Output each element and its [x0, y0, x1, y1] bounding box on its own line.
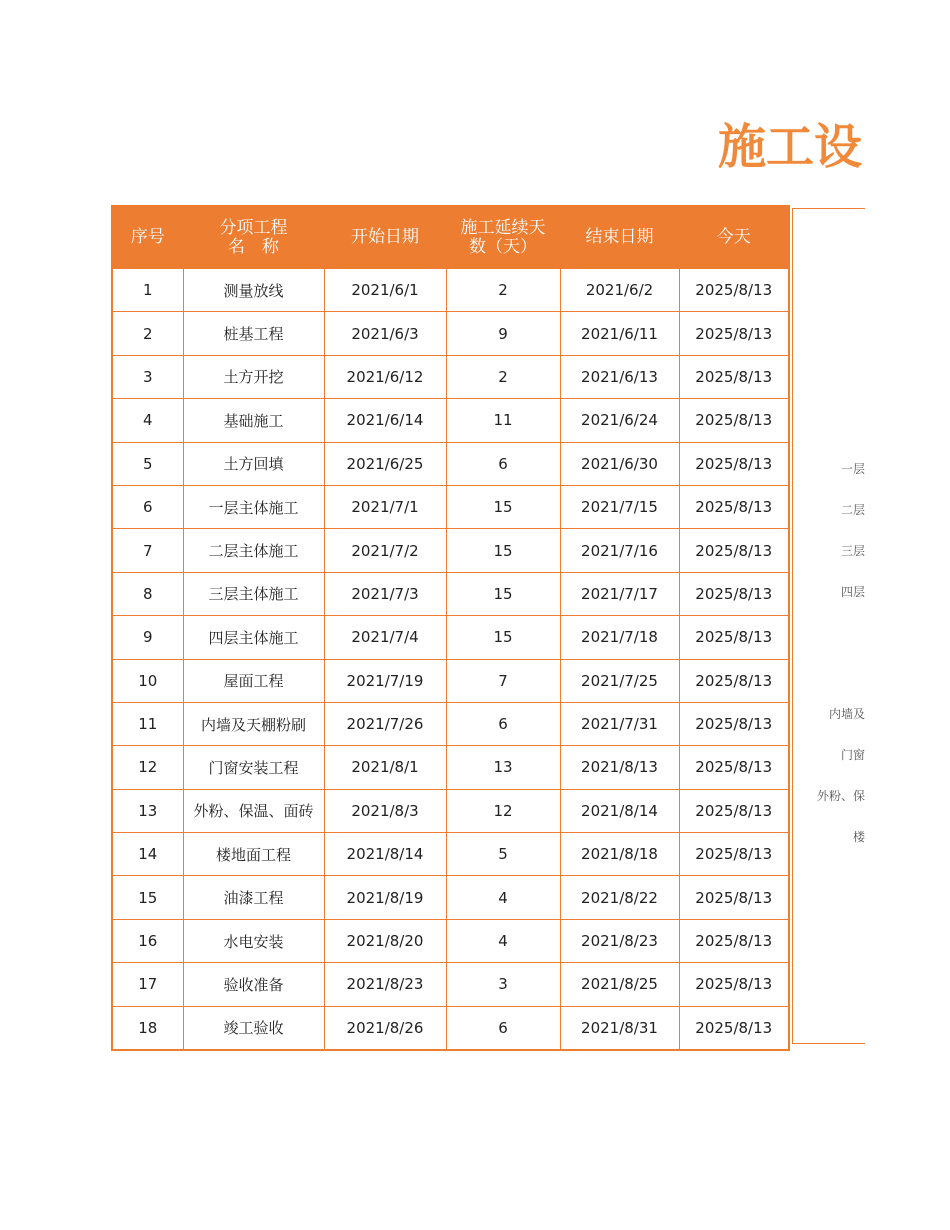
- cell-seq: 2: [112, 312, 183, 355]
- cell-name: 楼地面工程: [183, 833, 324, 876]
- cell-duration: 6: [446, 702, 560, 745]
- cell-start-date: 2021/8/14: [324, 833, 446, 876]
- cell-seq: 11: [112, 702, 183, 745]
- table-row: [112, 833, 789, 876]
- cell-start-date: 2021/8/1: [324, 746, 446, 789]
- chart-category-label: 内墙及: [828, 707, 865, 721]
- cell-seq: 3: [112, 355, 183, 398]
- cell-duration: 7: [446, 659, 560, 702]
- cell-name: 桩基工程: [183, 312, 324, 355]
- cell-end-date: 2021/8/22: [560, 876, 679, 919]
- cell-today: 2025/8/13: [679, 529, 789, 572]
- cell-end-date: 2021/7/18: [560, 616, 679, 659]
- cell-seq: 14: [112, 833, 183, 876]
- cell-name: 验收准备: [183, 963, 324, 1006]
- cell-seq: 8: [112, 572, 183, 615]
- cell-end-date: 2021/8/18: [560, 833, 679, 876]
- cell-name: 测量放线: [183, 269, 324, 312]
- cell-name: 内墙及天棚粉刷: [183, 702, 324, 745]
- cell-duration: 15: [446, 529, 560, 572]
- page-edge: [865, 0, 950, 1230]
- cell-duration: 15: [446, 485, 560, 528]
- cell-today: 2025/8/13: [679, 485, 789, 528]
- cell-end-date: 2021/7/16: [560, 529, 679, 572]
- cell-today: 2025/8/13: [679, 355, 789, 398]
- cell-end-date: 2021/7/17: [560, 572, 679, 615]
- cell-end-date: 2021/6/13: [560, 355, 679, 398]
- chart-category-label: 门窗: [840, 748, 865, 762]
- chart-category-label: 三层: [840, 544, 865, 558]
- table-header: [112, 206, 789, 269]
- cell-start-date: 2021/7/2: [324, 529, 446, 572]
- cell-today: 2025/8/13: [679, 312, 789, 355]
- cell-duration: 2: [446, 269, 560, 312]
- cell-end-date: 2021/8/23: [560, 919, 679, 962]
- cell-today: 2025/8/13: [679, 919, 789, 962]
- cell-start-date: 2021/8/19: [324, 876, 446, 919]
- header-name-line2: 名 称: [228, 236, 279, 257]
- table-row: [112, 485, 789, 528]
- cell-name: 水电安装: [183, 919, 324, 962]
- cell-start-date: 2021/7/26: [324, 702, 446, 745]
- cell-today: 2025/8/13: [679, 789, 789, 832]
- cell-today: 2025/8/13: [679, 442, 789, 485]
- table-row: [112, 876, 789, 919]
- cell-duration: 3: [446, 963, 560, 1006]
- header-row: [112, 206, 789, 269]
- table-body: [112, 269, 789, 1051]
- cell-seq: 18: [112, 1006, 183, 1050]
- cell-seq: 4: [112, 399, 183, 442]
- header-name: [183, 206, 324, 269]
- cell-duration: 11: [446, 399, 560, 442]
- cell-end-date: 2021/8/13: [560, 746, 679, 789]
- cell-today: 2025/8/13: [679, 702, 789, 745]
- cell-seq: 9: [112, 616, 183, 659]
- chart-category-label: 外粉、保: [816, 789, 865, 803]
- cell-end-date: 2021/8/14: [560, 789, 679, 832]
- cell-start-date: 2021/7/3: [324, 572, 446, 615]
- header-start: 开始日期: [324, 206, 446, 269]
- cell-end-date: 2021/7/15: [560, 485, 679, 528]
- cell-start-date: 2021/8/23: [324, 963, 446, 1006]
- cell-duration: 6: [446, 1006, 560, 1050]
- table-row: [112, 355, 789, 398]
- cell-start-date: 2021/7/1: [324, 485, 446, 528]
- cell-today: 2025/8/13: [679, 572, 789, 615]
- cell-duration: 6: [446, 442, 560, 485]
- cell-duration: 9: [446, 312, 560, 355]
- cell-today: 2025/8/13: [679, 876, 789, 919]
- cell-seq: 12: [112, 746, 183, 789]
- cell-end-date: 2021/6/2: [560, 269, 679, 312]
- cell-today: 2025/8/13: [679, 399, 789, 442]
- chart-category-label: 一层: [840, 462, 865, 476]
- header-today: 今天: [679, 206, 789, 269]
- cell-start-date: 2021/8/3: [324, 789, 446, 832]
- cell-duration: 12: [446, 789, 560, 832]
- header-name-line1: 分项工程: [219, 217, 288, 238]
- page-title: 施工设: [718, 119, 863, 175]
- cell-name: 屋面工程: [183, 659, 324, 702]
- cell-name: 四层主体施工: [183, 616, 324, 659]
- table-row: [112, 442, 789, 485]
- gantt-chart-area: [792, 208, 865, 1046]
- cell-start-date: 2021/7/19: [324, 659, 446, 702]
- cell-today: 2025/8/13: [679, 963, 789, 1006]
- table-row: [112, 312, 789, 355]
- table-row: [112, 963, 789, 1006]
- cell-today: 2025/8/13: [679, 616, 789, 659]
- cell-start-date: 2021/6/12: [324, 355, 446, 398]
- cell-name: 油漆工程: [183, 876, 324, 919]
- cell-seq: 7: [112, 529, 183, 572]
- header-days-line2: 数（天）: [469, 236, 537, 257]
- cell-name: 门窗安装工程: [183, 746, 324, 789]
- cell-duration: 2: [446, 355, 560, 398]
- table-row: [112, 746, 789, 789]
- cell-name: 土方开挖: [183, 355, 324, 398]
- header-days-line1: 施工延续天: [460, 217, 546, 238]
- table-row: [112, 529, 789, 572]
- cell-seq: 10: [112, 659, 183, 702]
- cell-name: 二层主体施工: [183, 529, 324, 572]
- cell-duration: 4: [446, 919, 560, 962]
- cell-end-date: 2021/6/30: [560, 442, 679, 485]
- cell-start-date: 2021/6/14: [324, 399, 446, 442]
- cell-seq: 6: [112, 485, 183, 528]
- header-days: [446, 206, 560, 269]
- table-row: [112, 659, 789, 702]
- cell-name: 竣工验收: [183, 1006, 324, 1050]
- cell-start-date: 2021/6/3: [324, 312, 446, 355]
- chart-category-label: 楼: [852, 830, 865, 844]
- cell-duration: 4: [446, 876, 560, 919]
- table-row: [112, 616, 789, 659]
- table-row: [112, 789, 789, 832]
- cell-start-date: 2021/8/20: [324, 919, 446, 962]
- cell-duration: 13: [446, 746, 560, 789]
- cell-today: 2025/8/13: [679, 746, 789, 789]
- chart-category-label: 四层: [840, 585, 865, 599]
- cell-today: 2025/8/13: [679, 1006, 789, 1050]
- cell-start-date: 2021/6/25: [324, 442, 446, 485]
- cell-start-date: 2021/8/26: [324, 1006, 446, 1050]
- cell-name: 一层主体施工: [183, 485, 324, 528]
- cell-start-date: 2021/7/4: [324, 616, 446, 659]
- cell-duration: 15: [446, 616, 560, 659]
- cell-start-date: 2021/6/1: [324, 269, 446, 312]
- cell-end-date: 2021/7/31: [560, 702, 679, 745]
- cell-end-date: 2021/6/11: [560, 312, 679, 355]
- cell-seq: 13: [112, 789, 183, 832]
- cell-end-date: 2021/8/31: [560, 1006, 679, 1050]
- cell-today: 2025/8/13: [679, 659, 789, 702]
- header-end: 结束日期: [560, 206, 679, 269]
- cell-seq: 5: [112, 442, 183, 485]
- schedule-table: [111, 205, 790, 1051]
- cell-name: 外粉、保温、面砖: [183, 789, 324, 832]
- header-seq: 序号: [112, 206, 183, 269]
- cell-name: 基础施工: [183, 399, 324, 442]
- table-row: [112, 702, 789, 745]
- chart-category-label: 二层: [840, 503, 865, 517]
- cell-seq: 16: [112, 919, 183, 962]
- table-row: [112, 919, 789, 962]
- cell-seq: 15: [112, 876, 183, 919]
- table-row: [112, 1006, 789, 1050]
- cell-duration: 5: [446, 833, 560, 876]
- cell-seq: 17: [112, 963, 183, 1006]
- cell-end-date: 2021/6/24: [560, 399, 679, 442]
- table-row: [112, 269, 789, 312]
- table-row: [112, 572, 789, 615]
- cell-name: 土方回填: [183, 442, 324, 485]
- cell-end-date: 2021/7/25: [560, 659, 679, 702]
- cell-duration: 15: [446, 572, 560, 615]
- cell-end-date: 2021/8/25: [560, 963, 679, 1006]
- cell-today: 2025/8/13: [679, 269, 789, 312]
- cell-name: 三层主体施工: [183, 572, 324, 615]
- table-row: [112, 399, 789, 442]
- cell-seq: 1: [112, 269, 183, 312]
- cell-today: 2025/8/13: [679, 833, 789, 876]
